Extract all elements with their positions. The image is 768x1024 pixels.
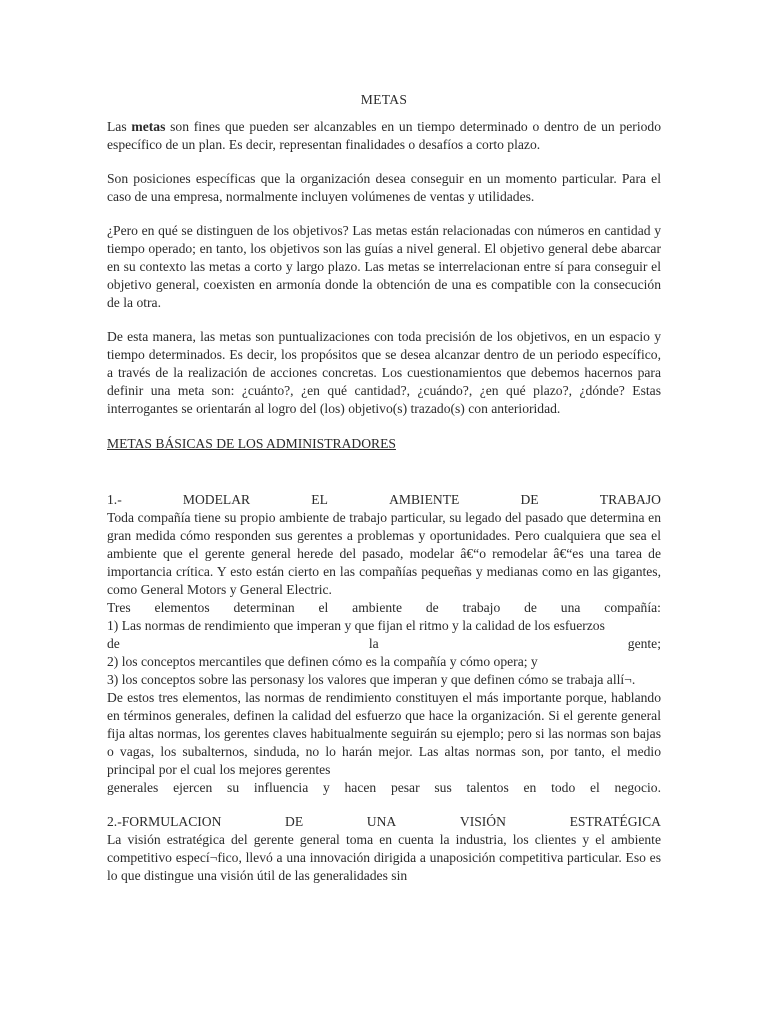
spread-word: gente; bbox=[627, 636, 661, 651]
document-title: METAS bbox=[360, 92, 408, 107]
bold-term-metas: metas bbox=[131, 119, 166, 134]
spread-word: hacen bbox=[344, 780, 377, 795]
spread-word: la bbox=[368, 636, 379, 651]
spread-word: influencia bbox=[253, 780, 309, 795]
spread-word: en bbox=[523, 780, 537, 795]
list-item-3: 3) los conceptos sobre las personasy los valores que imperan y que definen cómo se trabaja allí¬. bbox=[107, 672, 636, 687]
list-item-1: 1) Las normas de rendimiento que imperan y que fijan el ritmo y la calidad de los esfuerzos bbox=[107, 618, 605, 633]
spread-word: 1.- bbox=[107, 492, 122, 507]
list-item-1-continuation bbox=[107, 635, 661, 653]
spread-word: UNA bbox=[366, 814, 397, 829]
spread-word: VISIÓN bbox=[459, 814, 506, 829]
spread-word: trabajo bbox=[462, 600, 501, 615]
spread-word: pesar bbox=[390, 780, 420, 795]
spread-word: DE bbox=[520, 492, 539, 507]
section-2-text: La visión estratégica del gerente general toma en cuenta la industria, los clientes y el ambiente competitivo especí¬fico, llevó a una innovación dirigida a unaposición competitiva particular. Eso es lo que distingue una visión útil de las generalidades sin bbox=[107, 832, 661, 883]
spread-word: MODELAR bbox=[182, 492, 251, 507]
paragraph-4: De esta manera, las metas son puntualizaciones con toda precisión de los objetivos, en un espacio y tiempo determinados. Es decir, los propósitos que se desea alcanzar dentro de un periodo específico, a través de la realización de acciones concretas. Los cuestionamientos que debemos hacernos para definir una meta son: ¿cuánto?, ¿en qué cantidad?, ¿cuándo?, ¿en qué plazo?, ¿dónde? Estas interrogantes se orientarán al logro del (los) objetivo(s) trazado(s) con anterioridad. bbox=[107, 329, 661, 416]
spread-word: de bbox=[107, 636, 120, 651]
spread-word: una bbox=[560, 600, 581, 615]
spread-word: compañía: bbox=[604, 600, 661, 615]
spread-word: de bbox=[425, 600, 439, 615]
spread-word: EL bbox=[311, 492, 328, 507]
spread-word: el bbox=[590, 780, 600, 795]
spread-word: su bbox=[227, 780, 240, 795]
spread-word: y bbox=[322, 780, 330, 795]
section-1-conclusion: De estos tres elementos, las normas de rendimiento constituyen el más importante porque, hablando en términos generales, definen la calidad del esfuerzo que hace la organización. Si el gerente general fija altas normas, los gerentes claves habitualmente seguirán su ejemplo; pero si las normas son bajas o vagas, los subalternos, sinduda, no lo harán mejor. Las altas normas son, por tanto, el medio principal por el cual los mejores gerentes bbox=[107, 690, 661, 777]
paragraph-1 bbox=[107, 118, 661, 154]
elements-intro-line bbox=[107, 599, 661, 617]
paragraph-2: Son posiciones específicas que la organización desea conseguir en un momento particular. Para el caso de una empresa, normalmente incluyen volúmenes de ventas y utilidades. bbox=[107, 171, 661, 204]
document-body bbox=[107, 92, 661, 885]
section-heading: METAS BÁSICAS DE LOS ADMINISTRADORES bbox=[107, 436, 396, 451]
spread-word: sus bbox=[434, 780, 452, 795]
spread-word: negocio. bbox=[614, 780, 661, 795]
paragraph-3: ¿Pero en qué se distinguen de los objetivos? Las metas están relacionadas con números en cantidad y tiempo operado; en tanto, los objetivos son las guías a nivel general. El objetivo general debe abarcar en su contexto las metas a corto y largo plazo. Las metas se interrelacionan entre sí para conseguir el objetivo general, coexisten en armonía donde la obtención de una es compatible con la consecución de la otra. bbox=[107, 223, 661, 310]
spacer bbox=[107, 453, 661, 491]
paragraph-1-lead: Las bbox=[107, 119, 132, 134]
spread-word: Tres bbox=[107, 600, 131, 615]
spread-word: DE bbox=[285, 814, 304, 829]
spread-word: TRABAJO bbox=[599, 492, 661, 507]
section-1-heading bbox=[107, 491, 661, 509]
spread-word: todo bbox=[551, 780, 576, 795]
section-1-text: Toda compañía tiene su propio ambiente de trabajo particular, su legado del pasado que determina en gran medida cómo responden sus gerentes a problemas y oportunidades. Pero cualquiera que sea el ambiente que el gerente general herede del pasado, modelar â€“o remodelar â€“es una tarea de importancia crítica. Y esto están cierto en las compañías pequeñas y medianas como en las gigantes, como General Motors y General Electric. bbox=[107, 510, 661, 597]
spread-word: talentos bbox=[466, 780, 509, 795]
section-1-last-line bbox=[107, 779, 661, 797]
spread-word: de bbox=[524, 600, 537, 615]
paragraph-1-rest: son fines que pueden ser alcanzables en un tiempo determinado o dentro de un periodo específico de un plan. Es decir, representan finalidades o desafíos a corto plazo. bbox=[107, 119, 661, 152]
spread-word: determinan bbox=[233, 600, 295, 615]
spread-word: el bbox=[318, 600, 329, 615]
section-2-heading bbox=[107, 813, 661, 831]
spread-word: 2.-FORMULACION bbox=[107, 814, 222, 829]
spacer bbox=[107, 797, 661, 813]
spread-word: AMBIENTE bbox=[389, 492, 460, 507]
spread-word: ESTRATÉGICA bbox=[569, 814, 661, 829]
spread-word: ejercen bbox=[173, 780, 213, 795]
list-item-2: 2) los conceptos mercantiles que definen cómo es la compañía y cómo opera; y bbox=[107, 654, 538, 669]
spread-word: generales bbox=[107, 780, 159, 795]
spread-word: ambiente bbox=[352, 600, 402, 615]
spread-word: elementos bbox=[154, 600, 210, 615]
